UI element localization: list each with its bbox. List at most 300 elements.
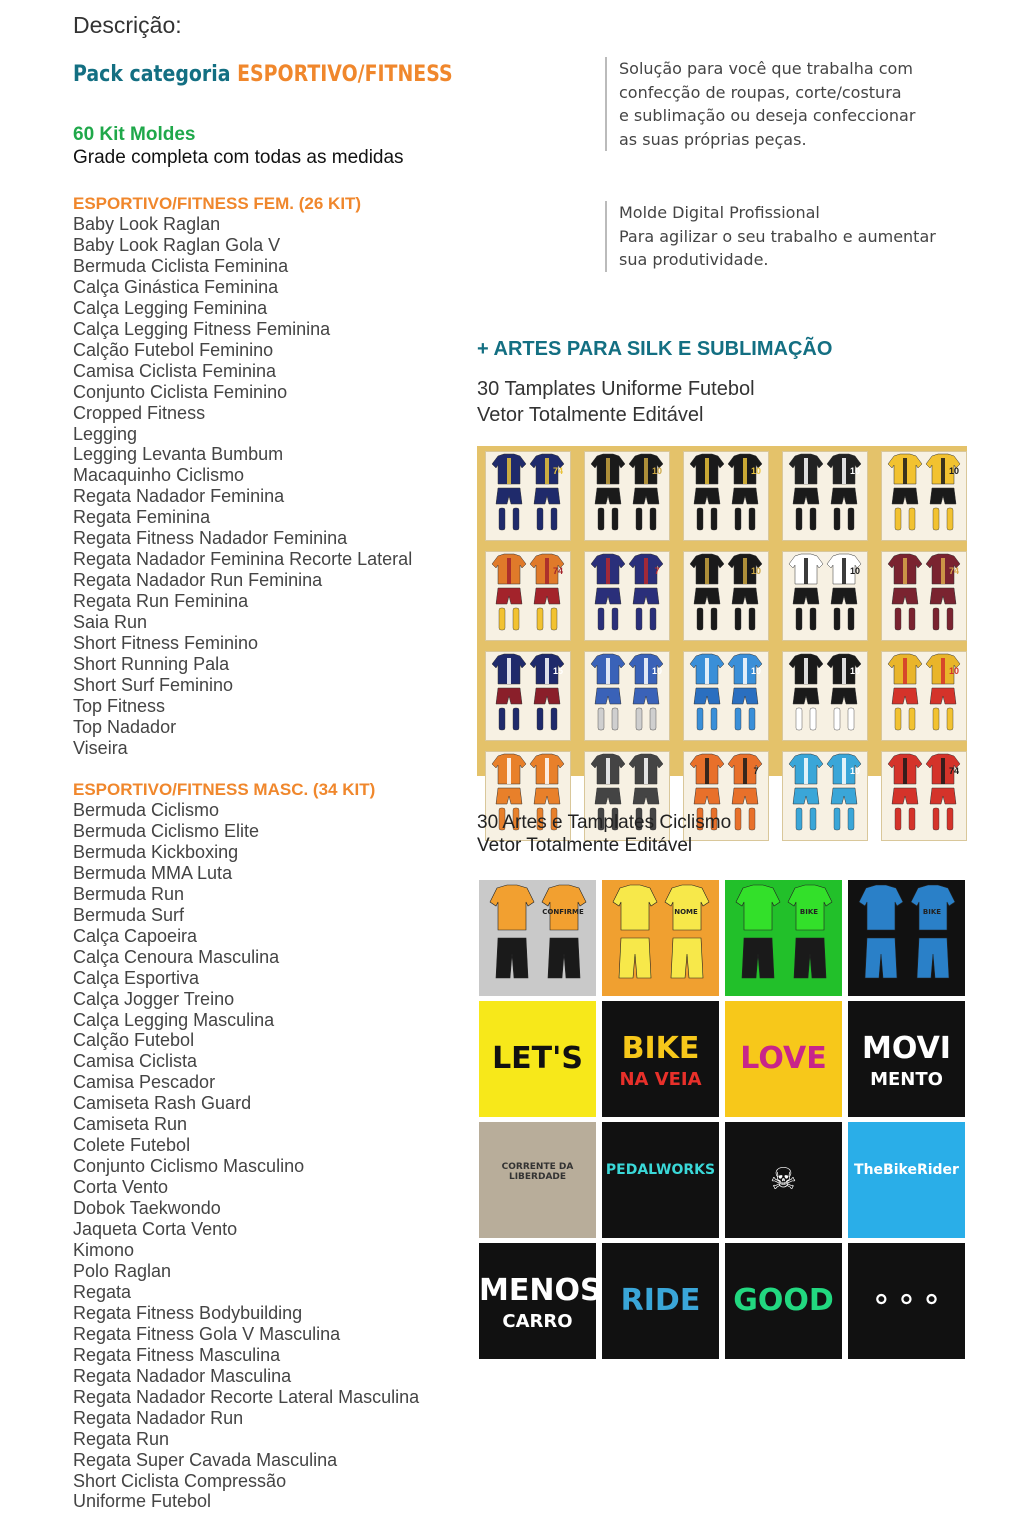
- feminine-list-item: Cropped Fitness: [73, 402, 206, 423]
- kit-sock: [749, 508, 755, 530]
- kit-shorts: [534, 488, 560, 504]
- kit-shorts: [793, 588, 819, 604]
- pack-category: ESPORTIVO/FITNESS: [237, 62, 453, 87]
- jersey-label: CONFIRME: [542, 908, 584, 916]
- football-kit-template: [881, 751, 967, 841]
- kit-sock: [551, 708, 557, 730]
- kit-stripe: [507, 558, 511, 584]
- kit-sock: [513, 608, 519, 630]
- feminine-list-item: Top Fitness: [73, 695, 166, 716]
- kit-stripe: [941, 558, 945, 584]
- futebol-subtitle: [477, 376, 755, 428]
- kit-shorts: [694, 588, 720, 604]
- kit-sock: [499, 508, 505, 530]
- kit-stripe: [804, 758, 808, 784]
- masculine-list-item: Bermuda Surf: [73, 904, 185, 925]
- kit-stripe: [545, 558, 549, 584]
- kit-sock: [749, 708, 755, 730]
- kit-stripe: [743, 758, 747, 784]
- kit-shorts: [595, 688, 621, 704]
- kit-sock: [909, 608, 915, 630]
- kit-number: 7: [753, 766, 759, 776]
- kit-sock: [598, 508, 604, 530]
- kit-shorts: [930, 788, 956, 804]
- artes-title: + ARTES PARA SILK E SUBLIMAÇÃO: [477, 338, 833, 360]
- feminine-list-item: Regata Fitness Nadador Feminina: [73, 528, 348, 549]
- feminine-list-item: Calça Ginástica Feminina: [73, 276, 279, 297]
- kit-count: 60 Kit Moldes: [73, 124, 196, 145]
- kit-stripe: [804, 458, 808, 484]
- masculine-list-item: Bermuda MMA Luta: [73, 862, 233, 883]
- cycling-art-tile: [725, 1243, 842, 1359]
- football-kit-template: [782, 651, 868, 741]
- tile-art-text: PEDALWORKS: [605, 1162, 716, 1178]
- kit-stripe: [705, 758, 709, 784]
- feminine-list-item: Regata Nadador Run Feminina: [73, 570, 323, 591]
- kit-number: 10: [750, 466, 762, 476]
- cycling-art-tile: [602, 1243, 719, 1359]
- masculine-list-item: Calça Legging Masculina: [73, 1009, 275, 1030]
- kit-sock: [537, 508, 543, 530]
- kit-shorts: [930, 688, 956, 704]
- kit-stripe: [606, 658, 610, 684]
- feminine-list-item: Calça Legging Fitness Feminina: [73, 318, 331, 339]
- kit-stripe: [804, 658, 808, 684]
- football-kit-template: [584, 451, 670, 541]
- feminine-list-item: Top Nadador: [73, 716, 177, 737]
- kit-shorts: [732, 688, 758, 704]
- kit-stripe: [903, 558, 907, 584]
- kit-number: 10: [750, 666, 762, 676]
- feminine-list-item: Conjunto Ciclista Feminino: [73, 381, 288, 402]
- kit-sock: [933, 808, 939, 830]
- kit-sock: [537, 708, 543, 730]
- kit-sock: [848, 708, 854, 730]
- kit-stripe: [545, 658, 549, 684]
- kit-number: 10: [849, 766, 861, 776]
- kit-shorts: [534, 788, 560, 804]
- cycling-art-tile: [479, 880, 596, 996]
- kit-shorts: [694, 488, 720, 504]
- kit-sock: [834, 608, 840, 630]
- football-kit-template: [881, 551, 967, 641]
- cycling-jersey: [736, 885, 780, 930]
- ciclismo-line2: Vetor Totalmente Editável: [477, 835, 693, 856]
- tile-art-subtext: CARRO: [502, 1311, 573, 1332]
- kit-stripe: [705, 558, 709, 584]
- kit-stripe: [644, 458, 648, 484]
- feminine-section-title: ESPORTIVO/FITNESS FEM. (26 KIT): [73, 194, 362, 213]
- kit-sock: [933, 508, 939, 530]
- football-kit-template: [881, 451, 967, 541]
- kit-sock: [612, 608, 618, 630]
- masculine-list-item: Regata Super Cavada Masculina: [73, 1449, 338, 1470]
- cycling-art-tile: [479, 1122, 596, 1238]
- kit-number: 74: [552, 566, 564, 576]
- kit-sock: [612, 508, 618, 530]
- kit-number: 10: [651, 666, 663, 676]
- cycling-art-tile: [479, 1243, 602, 1359]
- kit-sock: [909, 808, 915, 830]
- feminine-list-item: Legging: [73, 423, 138, 444]
- kit-sock: [810, 508, 816, 530]
- kit-stripe: [644, 758, 648, 784]
- kit-stripe: [903, 658, 907, 684]
- kit-number: 10: [849, 466, 861, 476]
- kit-sock: [735, 808, 741, 830]
- kit-sock: [796, 708, 802, 730]
- kit-shorts: [930, 488, 956, 504]
- kit-stripe: [507, 458, 511, 484]
- kit-stripe: [743, 558, 747, 584]
- kit-shorts: [633, 488, 659, 504]
- kit-stripe: [606, 758, 610, 784]
- pack-title: [73, 62, 453, 87]
- feminine-list-item: Regata Run Feminina: [73, 591, 249, 612]
- kit-sock: [499, 708, 505, 730]
- football-templates-grid: [477, 446, 967, 776]
- cycling-shorts: [671, 938, 703, 978]
- tile-art-text: GOOD: [733, 1283, 834, 1318]
- kit-sock: [711, 708, 717, 730]
- masculine-list-item: Regata Nadador Masculina: [73, 1365, 292, 1386]
- cycling-jersey: [859, 885, 903, 930]
- tile-art-text: CORRENTE DA LIBERDADE: [501, 1162, 574, 1182]
- football-kit-template: [485, 451, 571, 541]
- masculine-list-item: Camiseta Run: [73, 1114, 188, 1135]
- masculine-list-item: Calça Capoeira: [73, 925, 198, 946]
- blurb-line: Solução para você que trabalha com: [619, 59, 913, 78]
- kit-number: 74: [948, 766, 960, 776]
- kit-shorts: [732, 588, 758, 604]
- kit-sock: [735, 508, 741, 530]
- masculine-list-item: Regata Fitness Bodybuilding: [73, 1302, 303, 1323]
- jersey-label: BIKE: [922, 908, 942, 916]
- ciclismo-subtitle: [477, 811, 731, 857]
- kit-shorts: [793, 788, 819, 804]
- blurb-line: e sublimação ou deseja confeccionar: [619, 106, 916, 125]
- kit-shorts: [633, 588, 659, 604]
- masculine-list-item: Short Ciclista Compressão: [73, 1470, 287, 1491]
- masculine-list-item: Regata Nadador Recorte Lateral Masculina: [73, 1386, 420, 1407]
- cycling-art-tile: [725, 1001, 842, 1117]
- kit-stripe: [743, 458, 747, 484]
- kit-sock: [909, 508, 915, 530]
- masculine-list-item: Regata Fitness Gola V Masculina: [73, 1323, 341, 1344]
- kit-shorts: [793, 488, 819, 504]
- kit-number: 74: [948, 566, 960, 576]
- blurb-line: sua produtividade.: [619, 250, 769, 269]
- kit-sock: [810, 608, 816, 630]
- kit-sock: [848, 808, 854, 830]
- feminine-list-item: Viseira: [73, 737, 128, 758]
- masculine-kit-list: [73, 800, 419, 1512]
- kit-sock: [810, 708, 816, 730]
- kit-sock: [650, 708, 656, 730]
- kit-stripe: [941, 658, 945, 684]
- kit-stripe: [804, 558, 808, 584]
- masculine-list-item: Regata Nadador Run: [73, 1407, 244, 1428]
- feminine-list-item: Calção Futebol Feminino: [73, 339, 274, 360]
- description-heading: Descrição:: [73, 12, 182, 38]
- kit-sock: [933, 708, 939, 730]
- masculine-list-item: Jaqueta Corta Vento: [73, 1219, 238, 1240]
- feminine-list-item: Short Surf Feminino: [73, 674, 234, 695]
- kit-sock: [749, 808, 755, 830]
- kit-sock: [636, 608, 642, 630]
- masculine-list-item: Camisa Ciclista: [73, 1051, 198, 1072]
- kit-sock: [848, 508, 854, 530]
- tile-art-text: MENOS: [479, 1273, 602, 1308]
- masculine-list-item: Corta Vento: [73, 1177, 169, 1198]
- cycling-shorts: [917, 938, 949, 978]
- kit-sock: [848, 608, 854, 630]
- kit-shorts: [496, 788, 522, 804]
- feminine-list-item: Short Fitness Feminino: [73, 633, 259, 654]
- pack-prefix: Pack categoria: [73, 62, 231, 87]
- kit-sock: [947, 608, 953, 630]
- kit-shorts: [930, 588, 956, 604]
- masculine-section-title: ESPORTIVO/FITNESS MASC. (34 KIT): [73, 780, 376, 799]
- football-kit-template: [881, 651, 967, 741]
- kit-sock: [697, 708, 703, 730]
- kit-stripe: [842, 758, 846, 784]
- football-kit-template: [584, 551, 670, 641]
- cycling-art-tile: [725, 880, 842, 996]
- cycling-art-tile: [848, 1122, 965, 1238]
- kit-shorts: [595, 488, 621, 504]
- football-kit-template: [782, 551, 868, 641]
- kit-sock: [735, 708, 741, 730]
- masculine-list-item: Regata Run: [73, 1428, 170, 1449]
- kit-shorts: [534, 588, 560, 604]
- masculine-list-item: Bermuda Run: [73, 883, 185, 904]
- kit-sock: [895, 708, 901, 730]
- jersey-label: NOME: [674, 908, 698, 916]
- kit-shorts: [694, 788, 720, 804]
- tile-art-text: MOVI: [862, 1031, 951, 1066]
- kit-sock: [947, 508, 953, 530]
- kit-shorts: [534, 688, 560, 704]
- kit-sock: [612, 708, 618, 730]
- kit-shorts: [633, 688, 659, 704]
- cycling-shorts: [619, 938, 651, 978]
- tile-art-text: TheBikeRider: [854, 1162, 959, 1178]
- feminine-list-item: Legging Levanta Bumbum: [73, 444, 284, 465]
- kit-stripe: [842, 458, 846, 484]
- kit-shorts: [595, 588, 621, 604]
- productivity-blurb: [605, 201, 979, 272]
- masculine-list-item: Bermuda Kickboxing: [73, 841, 239, 862]
- kit-sock: [697, 508, 703, 530]
- kit-stripe: [644, 658, 648, 684]
- cycling-jersey: [613, 885, 657, 930]
- cycling-shorts: [794, 938, 826, 978]
- kit-number: 10: [948, 466, 960, 476]
- kit-sock: [895, 608, 901, 630]
- kit-sock: [796, 808, 802, 830]
- futebol-line1: 30 Tamplates Uniforme Futebol: [477, 378, 755, 400]
- kit-stripe: [545, 458, 549, 484]
- kit-sock: [636, 508, 642, 530]
- tile-art-text: LOVE: [740, 1041, 827, 1076]
- kit-sock: [834, 708, 840, 730]
- feminine-list-item: Baby Look Raglan Gola V: [73, 234, 281, 255]
- kit-sock: [895, 508, 901, 530]
- kit-shorts: [892, 488, 918, 504]
- kit-number: 10: [849, 566, 861, 576]
- kit-sock: [796, 508, 802, 530]
- kit-sock: [933, 608, 939, 630]
- kit-stripe: [545, 758, 549, 784]
- feminine-list-item: Regata Nadador Feminina: [73, 486, 285, 507]
- kit-stripe: [941, 458, 945, 484]
- kit-stripe: [644, 558, 648, 584]
- football-kit-template: [782, 751, 868, 841]
- masculine-list-item: Calça Esportiva: [73, 967, 200, 988]
- blurb-line: Para agilizar o seu trabalho e aumentar: [619, 226, 936, 246]
- cycling-art-tile: [848, 1001, 965, 1117]
- masculine-list-item: Polo Raglan: [73, 1260, 172, 1281]
- tile-art-text: ☠: [770, 1162, 797, 1197]
- kit-sock: [636, 708, 642, 730]
- cycling-jersey: [490, 885, 534, 930]
- kit-stripe: [842, 658, 846, 684]
- kit-stripe: [507, 658, 511, 684]
- kit-stripe: [705, 658, 709, 684]
- masculine-list-item: Regata: [73, 1281, 132, 1302]
- kit-shorts: [732, 788, 758, 804]
- masculine-list-item: Calção Futebol: [73, 1030, 195, 1051]
- kit-stripe: [903, 458, 907, 484]
- kit-sock: [598, 608, 604, 630]
- kit-stripe: [903, 758, 907, 784]
- football-kit-template: [683, 651, 769, 741]
- kit-sock: [796, 608, 802, 630]
- kit-sock: [551, 508, 557, 530]
- kit-sock: [551, 608, 557, 630]
- kit-sock: [947, 708, 953, 730]
- kit-shorts: [633, 788, 659, 804]
- kit-number: 10: [651, 466, 663, 476]
- feminine-list-item: Baby Look Raglan: [73, 214, 221, 234]
- kit-sock: [513, 708, 519, 730]
- kit-shorts: [892, 588, 918, 604]
- kit-sock: [834, 808, 840, 830]
- solution-blurb: [605, 57, 979, 151]
- cycling-shorts: [548, 938, 580, 978]
- blurb-line: Molde Digital Profissional: [619, 203, 820, 222]
- jersey-label: BIKE: [799, 908, 819, 916]
- masculine-list-item: Bermuda Ciclismo: [73, 800, 220, 820]
- kit-sock: [834, 508, 840, 530]
- kit-shorts: [831, 588, 857, 604]
- feminine-kit-list: [73, 214, 412, 759]
- kit-sock: [537, 608, 543, 630]
- football-kit-template: [683, 551, 769, 641]
- cycling-shorts: [496, 938, 528, 978]
- kit-stripe: [507, 758, 511, 784]
- tile-art-text: ⚬⚬⚬: [868, 1283, 945, 1318]
- blurb-line: as suas próprias peças.: [619, 129, 807, 149]
- cycling-art-tile: [602, 880, 719, 996]
- masculine-list-item: Kimono: [73, 1240, 135, 1261]
- cycling-art-tile: [725, 1122, 842, 1238]
- kit-sock: [735, 608, 741, 630]
- kit-sock: [499, 608, 505, 630]
- kit-stripe: [842, 558, 846, 584]
- cycling-art-tile: [479, 1001, 596, 1117]
- kit-sock: [711, 508, 717, 530]
- football-kit-template: [485, 551, 571, 641]
- kit-shorts: [793, 688, 819, 704]
- feminine-list-item: Macaquinho Ciclismo: [73, 465, 245, 486]
- kit-sock: [697, 608, 703, 630]
- kit-shorts: [496, 688, 522, 704]
- kit-shorts: [595, 788, 621, 804]
- feminine-list-item: Bermuda Ciclista Feminina: [73, 255, 289, 276]
- feminine-list-item: Calça Legging Feminina: [73, 297, 268, 318]
- masculine-list-item: Dobok Taekwondo: [73, 1198, 221, 1219]
- masculine-list-item: Uniforme Futebol: [73, 1491, 212, 1512]
- football-kit-template: [683, 451, 769, 541]
- kit-shorts: [732, 488, 758, 504]
- feminine-list-item: Camisa Ciclista Feminina: [73, 360, 277, 381]
- kit-sock: [810, 808, 816, 830]
- masculine-list-item: Camiseta Rash Guard: [73, 1093, 252, 1114]
- kit-number: 74: [552, 466, 564, 476]
- kit-sock: [947, 808, 953, 830]
- cycling-shorts: [865, 938, 897, 978]
- cycling-art-tile: [602, 1001, 719, 1117]
- feminine-list-item: Saia Run: [73, 612, 148, 633]
- masculine-list-item: Camisa Pescador: [73, 1072, 216, 1093]
- kit-stripe: [606, 558, 610, 584]
- kit-shorts: [831, 788, 857, 804]
- kit-sock: [650, 508, 656, 530]
- kit-sock: [650, 608, 656, 630]
- kit-stripe: [743, 658, 747, 684]
- feminine-list-item: Short Running Pala: [73, 654, 230, 675]
- kit-shorts: [892, 688, 918, 704]
- kit-stripe: [705, 458, 709, 484]
- kit-shorts: [892, 788, 918, 804]
- masculine-list-item: Calça Cenoura Masculina: [73, 946, 280, 967]
- tile-art-subtext: MENTO: [870, 1069, 943, 1090]
- football-kit-template: [485, 651, 571, 741]
- kit-number: 10: [849, 666, 861, 676]
- kit-shorts: [831, 488, 857, 504]
- masculine-list-item: Regata Fitness Masculina: [73, 1344, 281, 1365]
- cycling-art-tile: [848, 1243, 965, 1359]
- feminine-list-item: Regata Feminina: [73, 507, 211, 528]
- tile-art-subtext: NA VEIA: [619, 1069, 702, 1090]
- blurb-line: confecção de roupas, corte/costura: [619, 82, 902, 102]
- kit-sock: [513, 508, 519, 530]
- masculine-list-item: Calça Jogger Treino: [73, 988, 235, 1009]
- tile-art-text: RIDE: [620, 1283, 701, 1318]
- masculine-list-item: Conjunto Ciclismo Masculino: [73, 1156, 305, 1177]
- cycling-shorts: [742, 938, 774, 978]
- ciclismo-line1: 30 Artes e Tamplates Ciclismo: [477, 812, 732, 833]
- cycling-templates-grid: [479, 880, 967, 1332]
- masculine-list-item: Bermuda Ciclismo Elite: [73, 820, 260, 841]
- kit-sock: [909, 708, 915, 730]
- football-kit-template: [584, 651, 670, 741]
- kit-sock: [711, 608, 717, 630]
- tile-art-text: LET'S: [492, 1041, 583, 1076]
- tile-art-text: BIKE: [621, 1031, 700, 1066]
